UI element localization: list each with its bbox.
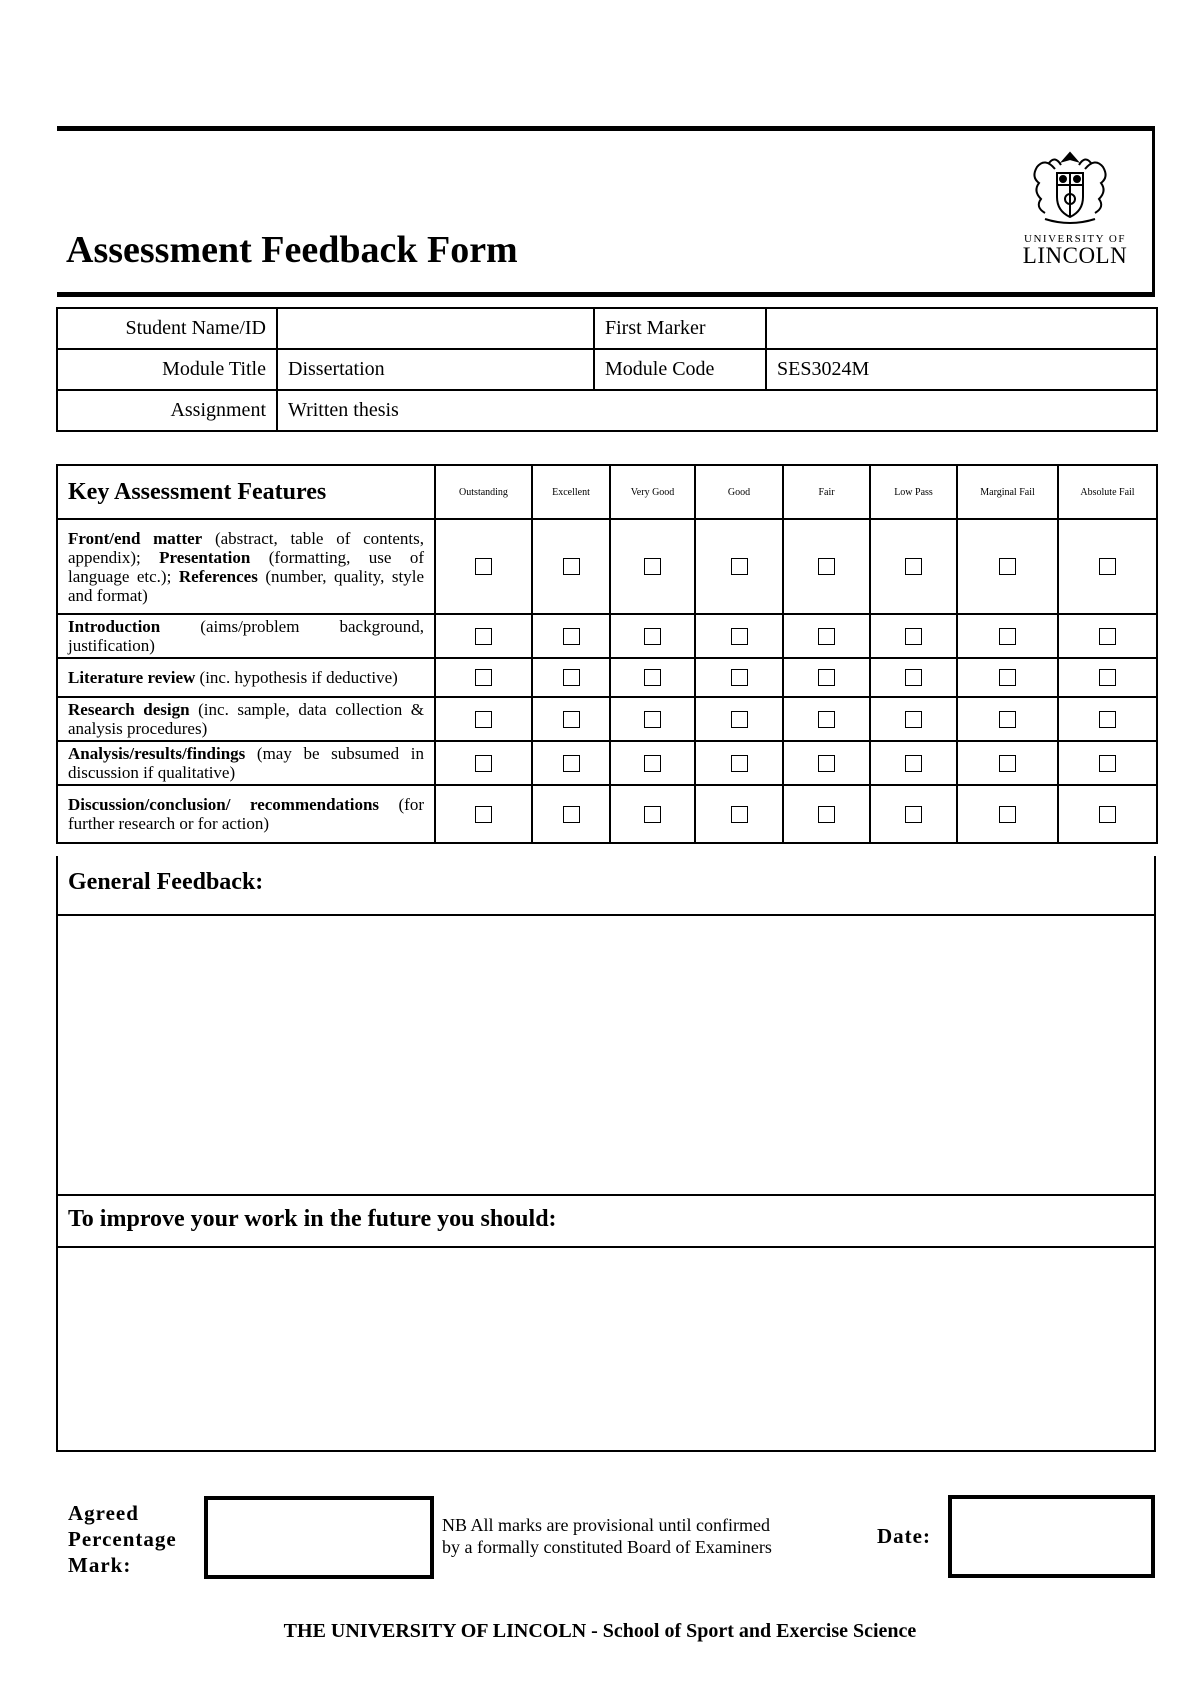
grade-checkbox-very-good[interactable] bbox=[644, 711, 661, 728]
feature-row bbox=[57, 519, 1157, 614]
improve-field[interactable] bbox=[56, 1246, 1156, 1452]
grade-checkbox-outstanding[interactable] bbox=[475, 711, 492, 728]
improve-label: To improve your work in the future you should: bbox=[68, 1206, 557, 1232]
key-features-heading: Key Assessment Features bbox=[57, 465, 435, 519]
grade-cell bbox=[783, 741, 870, 785]
grade-cell bbox=[435, 614, 532, 658]
grade-checkbox-low-pass[interactable] bbox=[905, 628, 922, 645]
grade-header-fair: Fair bbox=[783, 465, 870, 519]
grade-cell bbox=[783, 658, 870, 697]
grade-checkbox-very-good[interactable] bbox=[644, 755, 661, 772]
grade-header-low-pass: Low Pass bbox=[870, 465, 957, 519]
grade-cell bbox=[870, 741, 957, 785]
grade-checkbox-excellent[interactable] bbox=[563, 806, 580, 823]
feature-detail: (for further research or for action) bbox=[68, 795, 424, 833]
feature-description bbox=[57, 785, 435, 843]
grade-checkbox-marginal-fail[interactable] bbox=[999, 669, 1016, 686]
grade-cell bbox=[783, 519, 870, 614]
feature-description bbox=[57, 697, 435, 741]
feature-detail: (aims/problem background, justification) bbox=[68, 617, 424, 655]
grade-cell bbox=[957, 697, 1058, 741]
grade-checkbox-fair[interactable] bbox=[818, 755, 835, 772]
grade-cell bbox=[870, 785, 957, 843]
grade-header-absolute-fail: Absolute Fail bbox=[1058, 465, 1157, 519]
grade-cell bbox=[1058, 614, 1157, 658]
grade-checkbox-outstanding[interactable] bbox=[475, 806, 492, 823]
grade-checkbox-absolute-fail[interactable] bbox=[1099, 669, 1116, 686]
grade-cell bbox=[783, 697, 870, 741]
grade-cell bbox=[435, 697, 532, 741]
grade-cell bbox=[695, 614, 783, 658]
grade-checkbox-absolute-fail[interactable] bbox=[1099, 558, 1116, 575]
grade-cell bbox=[532, 519, 610, 614]
feature-name: Analysis/results/findings bbox=[68, 744, 246, 763]
grade-checkbox-fair[interactable] bbox=[818, 669, 835, 686]
grade-cell bbox=[870, 519, 957, 614]
grade-checkbox-fair[interactable] bbox=[818, 806, 835, 823]
agreed-label-line2: Percentage bbox=[68, 1527, 177, 1551]
grade-cell bbox=[957, 785, 1058, 843]
grade-checkbox-absolute-fail[interactable] bbox=[1099, 806, 1116, 823]
grade-checkbox-absolute-fail[interactable] bbox=[1099, 755, 1116, 772]
grade-checkbox-fair[interactable] bbox=[818, 628, 835, 645]
grade-cell bbox=[1058, 741, 1157, 785]
page-title: Assessment Feedback Form bbox=[66, 229, 518, 271]
grade-cell bbox=[1058, 519, 1157, 614]
grade-cell bbox=[1058, 785, 1157, 843]
grade-cell bbox=[957, 741, 1058, 785]
general-feedback-field[interactable] bbox=[56, 914, 1156, 1196]
grade-header-excellent: Excellent bbox=[532, 465, 610, 519]
grade-cell bbox=[435, 658, 532, 697]
grade-cell bbox=[532, 614, 610, 658]
grade-cell bbox=[783, 614, 870, 658]
grade-cell bbox=[695, 658, 783, 697]
feature-detail: (inc. hypothesis if deductive) bbox=[195, 668, 398, 687]
feature-name: Discussion/conclusion/ recommendations bbox=[68, 795, 380, 814]
first-marker-field[interactable] bbox=[766, 308, 1157, 349]
assessment-features-table bbox=[56, 464, 1158, 844]
grade-checkbox-low-pass[interactable] bbox=[905, 755, 922, 772]
grade-checkbox-very-good[interactable] bbox=[644, 558, 661, 575]
grade-cell bbox=[957, 614, 1058, 658]
feature-name: Presentation bbox=[159, 547, 251, 567]
grade-cell bbox=[695, 785, 783, 843]
grade-checkbox-good[interactable] bbox=[731, 755, 748, 772]
grade-checkbox-good[interactable] bbox=[731, 711, 748, 728]
grade-cell bbox=[957, 519, 1058, 614]
grade-checkbox-low-pass[interactable] bbox=[905, 711, 922, 728]
grade-cell bbox=[532, 785, 610, 843]
university-name-large: LINCOLN bbox=[1022, 243, 1128, 268]
assignment-field[interactable]: Written thesis bbox=[277, 390, 1157, 431]
grade-checkbox-low-pass[interactable] bbox=[905, 558, 922, 575]
date-label: Date: bbox=[877, 1524, 931, 1548]
feature-row bbox=[57, 697, 1157, 741]
first-marker-label: First Marker bbox=[594, 308, 766, 349]
module-title-field[interactable]: Dissertation bbox=[277, 349, 594, 390]
feature-row bbox=[57, 614, 1157, 658]
feature-description bbox=[57, 519, 435, 614]
grade-checkbox-excellent[interactable] bbox=[563, 628, 580, 645]
grade-checkbox-very-good[interactable] bbox=[644, 669, 661, 686]
grade-checkbox-absolute-fail[interactable] bbox=[1099, 628, 1116, 645]
footer-text: THE UNIVERSITY OF LINCOLN - School of Sport and Exercise Science bbox=[283, 1620, 917, 1642]
module-title-label: Module Title bbox=[57, 349, 277, 390]
grade-cell bbox=[870, 614, 957, 658]
grade-cell bbox=[532, 658, 610, 697]
grade-checkbox-fair[interactable] bbox=[818, 711, 835, 728]
feature-row bbox=[57, 658, 1157, 697]
feature-name: References bbox=[178, 566, 258, 586]
grade-checkbox-absolute-fail[interactable] bbox=[1099, 711, 1116, 728]
feature-detail: (number, quality, style and format) bbox=[68, 566, 424, 605]
feature-name: Research design bbox=[68, 700, 190, 719]
grade-cell bbox=[957, 658, 1058, 697]
feature-description bbox=[57, 614, 435, 658]
grade-cell bbox=[435, 741, 532, 785]
grade-cell bbox=[610, 697, 695, 741]
grade-checkbox-good[interactable] bbox=[731, 558, 748, 575]
grade-cell bbox=[610, 519, 695, 614]
grade-checkbox-good[interactable] bbox=[731, 669, 748, 686]
grade-checkbox-outstanding[interactable] bbox=[475, 628, 492, 645]
grade-cell bbox=[610, 741, 695, 785]
nb-line2: by a formally constituted Board of Examiners bbox=[442, 1537, 772, 1557]
feature-row bbox=[57, 785, 1157, 843]
grade-cell bbox=[435, 785, 532, 843]
grade-checkbox-low-pass[interactable] bbox=[905, 669, 922, 686]
grade-checkbox-marginal-fail[interactable] bbox=[999, 558, 1016, 575]
grade-checkbox-marginal-fail[interactable] bbox=[999, 806, 1016, 823]
grade-checkbox-very-good[interactable] bbox=[644, 806, 661, 823]
grade-cell bbox=[870, 697, 957, 741]
grade-header-good: Good bbox=[695, 465, 783, 519]
feature-description bbox=[57, 658, 435, 697]
provisional-marks-note bbox=[442, 1514, 842, 1558]
grade-cell bbox=[610, 658, 695, 697]
module-code-field[interactable]: SES3024M bbox=[766, 349, 1157, 390]
grade-cell bbox=[532, 741, 610, 785]
grade-checkbox-outstanding[interactable] bbox=[475, 558, 492, 575]
grade-checkbox-excellent[interactable] bbox=[563, 755, 580, 772]
student-name-label: Student Name/ID bbox=[57, 308, 277, 349]
feature-name: Literature review bbox=[68, 668, 196, 687]
feature-row bbox=[57, 741, 1157, 785]
grade-checkbox-excellent[interactable] bbox=[563, 711, 580, 728]
grade-checkbox-low-pass[interactable] bbox=[905, 806, 922, 823]
date-field[interactable] bbox=[948, 1495, 1155, 1578]
grade-checkbox-good[interactable] bbox=[731, 628, 748, 645]
grade-checkbox-marginal-fail[interactable] bbox=[999, 628, 1016, 645]
grade-checkbox-excellent[interactable] bbox=[563, 669, 580, 686]
student-info-table bbox=[56, 307, 1158, 432]
grade-checkbox-fair[interactable] bbox=[818, 558, 835, 575]
feature-description bbox=[57, 741, 435, 785]
grade-cell bbox=[870, 658, 957, 697]
grade-cell bbox=[695, 519, 783, 614]
grade-cell bbox=[610, 614, 695, 658]
agreed-percentage-mark-label bbox=[68, 1500, 208, 1578]
agreed-label-line3: Mark: bbox=[68, 1553, 132, 1577]
grade-cell bbox=[783, 785, 870, 843]
university-crest-logo bbox=[1025, 147, 1115, 227]
module-code-label: Module Code bbox=[594, 349, 766, 390]
grade-cell bbox=[1058, 697, 1157, 741]
grade-checkbox-outstanding[interactable] bbox=[475, 669, 492, 686]
agreed-label-line1: Agreed bbox=[68, 1501, 139, 1525]
grade-cell bbox=[695, 741, 783, 785]
grade-checkbox-outstanding[interactable] bbox=[475, 755, 492, 772]
feature-name: Front/end matter bbox=[68, 528, 203, 548]
grade-checkbox-very-good[interactable] bbox=[644, 628, 661, 645]
feature-detail: (may be subsumed in discussion if qualitative) bbox=[68, 744, 424, 782]
grade-header-very-good: Very Good bbox=[610, 465, 695, 519]
feature-detail: (abstract, table of contents, appendix); bbox=[68, 528, 424, 567]
grade-checkbox-marginal-fail[interactable] bbox=[999, 711, 1016, 728]
grade-cell bbox=[1058, 658, 1157, 697]
feature-detail: (formatting, use of language etc.); bbox=[68, 547, 424, 586]
grade-cell bbox=[435, 519, 532, 614]
grade-checkbox-good[interactable] bbox=[731, 806, 748, 823]
grade-cell bbox=[532, 697, 610, 741]
general-feedback-label: General Feedback: bbox=[68, 869, 264, 895]
feature-detail: (inc. sample, data collection & analysis procedures) bbox=[68, 700, 424, 738]
grade-checkbox-marginal-fail[interactable] bbox=[999, 755, 1016, 772]
nb-line1: NB All marks are provisional until confirmed bbox=[442, 1515, 770, 1535]
university-name-small: UNIVERSITY OF bbox=[1024, 233, 1126, 245]
grade-cell bbox=[695, 697, 783, 741]
assignment-label: Assignment bbox=[57, 390, 277, 431]
grade-header-outstanding: Outstanding bbox=[435, 465, 532, 519]
student-name-field[interactable] bbox=[277, 308, 594, 349]
agreed-mark-field[interactable] bbox=[204, 1496, 434, 1579]
grade-cell bbox=[610, 785, 695, 843]
grade-header-marginal-fail: Marginal Fail bbox=[957, 465, 1058, 519]
feature-name: Introduction bbox=[68, 617, 161, 636]
grade-checkbox-excellent[interactable] bbox=[563, 558, 580, 575]
